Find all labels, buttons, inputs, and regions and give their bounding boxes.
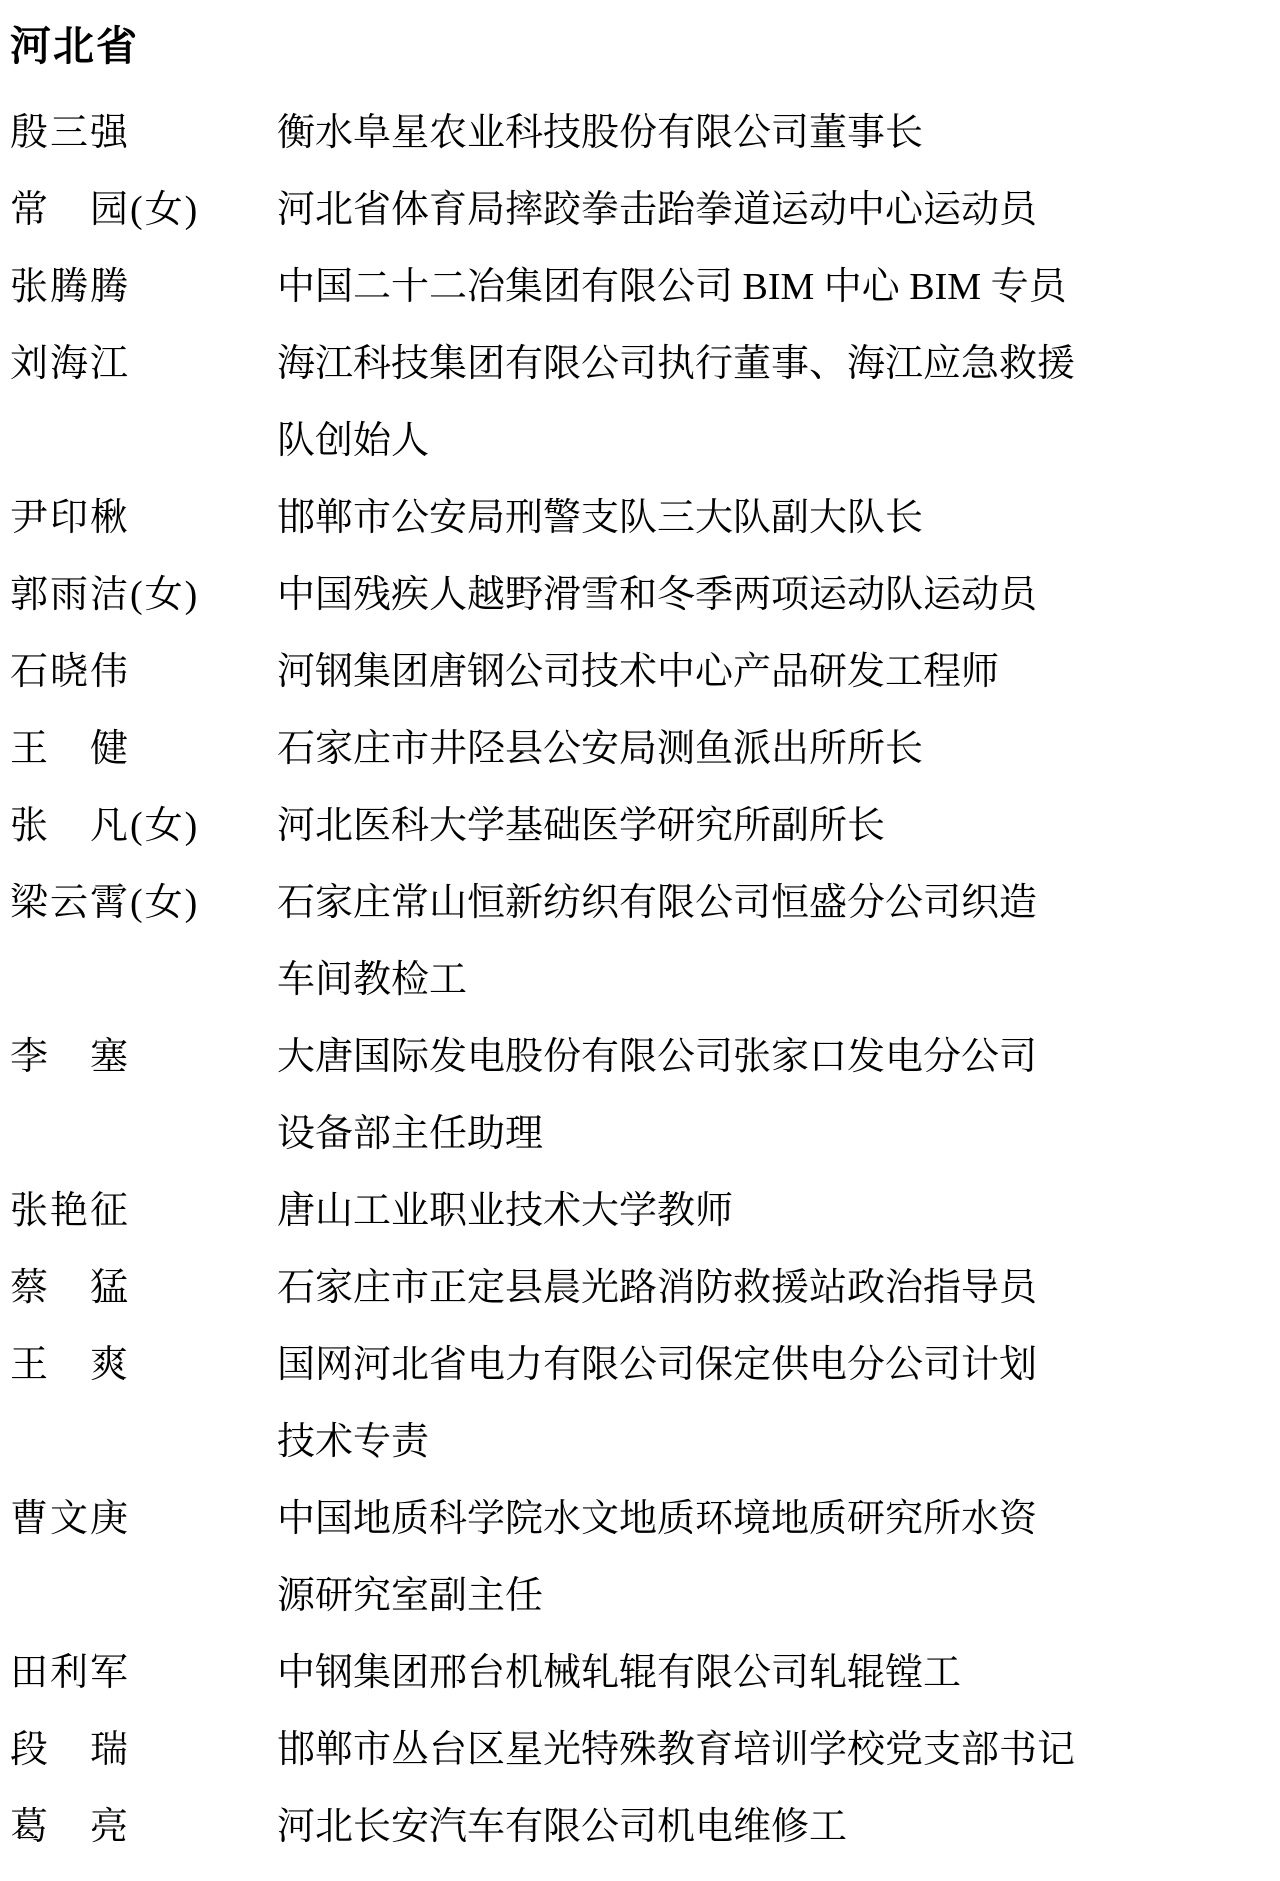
honoree-title-line: 车间教检工 <box>277 959 468 1001</box>
list-item <box>0 1789 1280 1866</box>
honoree-title-line: 石家庄市井陉县公安局测鱼派出所所长 <box>277 728 924 770</box>
list-item <box>0 865 1280 1019</box>
honoree-name: 曹文庚 <box>10 1498 131 1540</box>
honoree-title-line: 邯郸市丛台区星光特殊教育培训学校党支部书记 <box>277 1729 1076 1771</box>
honoree-title-line: 中钢集团邢台机械轧辊有限公司轧辊镗工 <box>277 1652 962 1694</box>
honoree-title-line: 中国地质科学院水文地质环境地质研究所水资 <box>277 1498 1038 1540</box>
honoree-title-line: 中国二十二冶集团有限公司 BIM 中心 BIM 专员 <box>277 266 1067 308</box>
honoree-name: 张 凡(女) <box>10 805 200 847</box>
honoree-title <box>277 326 1270 480</box>
honoree-title-line: 衡水阜星农业科技股份有限公司董事长 <box>277 112 924 154</box>
honoree-title <box>277 1635 1270 1712</box>
honoree-name: 田利军 <box>10 1652 131 1694</box>
honoree-title-line: 石家庄市正定县晨光路消防救援站政治指导员 <box>277 1267 1038 1309</box>
honoree-name: 葛 亮 <box>10 1806 131 1848</box>
honoree-title <box>277 1019 1270 1173</box>
honoree-title-line: 国网河北省电力有限公司保定供电分公司计划 <box>277 1344 1038 1386</box>
honoree-title-line: 石家庄常山恒新纺织有限公司恒盛分公司织造 <box>277 882 1038 924</box>
honoree-title <box>277 1789 1270 1866</box>
list-item <box>0 172 1280 249</box>
honoree-name: 郭雨洁(女) <box>10 574 200 616</box>
list-item <box>0 557 1280 634</box>
honoree-title-line: 河北省体育局摔跤拳击跆拳道运动中心运动员 <box>277 189 1038 231</box>
list-item <box>0 634 1280 711</box>
honoree-name: 王 健 <box>10 728 131 770</box>
honoree-title-line: 中国残疾人越野滑雪和冬季两项运动队运动员 <box>277 574 1038 616</box>
honoree-title <box>277 788 1270 865</box>
list-item <box>0 788 1280 865</box>
list-item <box>0 1481 1280 1635</box>
honoree-title-line: 源研究室副主任 <box>277 1575 544 1617</box>
honoree-title <box>277 480 1270 557</box>
list-item <box>0 1173 1280 1250</box>
list-item <box>0 95 1280 172</box>
honoree-name: 李 塞 <box>10 1036 131 1078</box>
honoree-title <box>277 1712 1270 1789</box>
honoree-title <box>277 1481 1270 1635</box>
honoree-title-line: 邯郸市公安局刑警支队三大队副大队长 <box>277 497 924 539</box>
list-item <box>0 1635 1280 1712</box>
honoree-title-line: 队创始人 <box>277 420 430 462</box>
honoree-name: 刘海江 <box>10 343 131 385</box>
honoree-title-line: 技术专责 <box>277 1421 430 1463</box>
honoree-title-line: 海江科技集团有限公司执行董事、海江应急救援 <box>277 343 1076 385</box>
honoree-title <box>277 711 1270 788</box>
honoree-title <box>277 1173 1270 1250</box>
honoree-name: 张艳征 <box>10 1190 131 1232</box>
list-item <box>0 249 1280 326</box>
honoree-name: 尹印楸 <box>10 497 131 539</box>
honoree-title-line: 河北长安汽车有限公司机电维修工 <box>277 1806 848 1848</box>
province-heading: 河北省 <box>10 23 139 69</box>
honoree-title-line: 设备部主任助理 <box>277 1113 544 1155</box>
honoree-name: 常 园(女) <box>10 189 200 231</box>
honoree-title <box>277 1250 1270 1327</box>
honoree-title <box>277 634 1270 711</box>
list-item <box>0 1327 1280 1481</box>
list-item <box>0 711 1280 788</box>
list-item <box>0 326 1280 480</box>
honoree-name: 梁云霄(女) <box>10 882 200 924</box>
honoree-name: 蔡 猛 <box>10 1267 131 1309</box>
honoree-title-line: 河北医科大学基础医学研究所副所长 <box>277 805 886 847</box>
list-item <box>0 1019 1280 1173</box>
honoree-title-line: 大唐国际发电股份有限公司张家口发电分公司 <box>277 1036 1038 1078</box>
honoree-title-line: 河钢集团唐钢公司技术中心产品研发工程师 <box>277 651 1000 693</box>
honoree-title <box>277 95 1270 172</box>
honoree-name: 殷三强 <box>10 112 131 154</box>
list-item <box>0 1712 1280 1789</box>
honoree-title <box>277 249 1270 326</box>
honoree-name: 石晓伟 <box>10 651 131 693</box>
list-item <box>0 1250 1280 1327</box>
honoree-name: 张腾腾 <box>10 266 131 308</box>
honoree-title <box>277 1327 1270 1481</box>
honoree-title <box>277 865 1270 1019</box>
honoree-list <box>0 95 1280 1866</box>
honoree-title <box>277 172 1270 249</box>
honoree-title <box>277 557 1270 634</box>
honoree-title-line: 唐山工业职业技术大学教师 <box>277 1190 734 1232</box>
honoree-name: 王 爽 <box>10 1344 131 1386</box>
list-item <box>0 480 1280 557</box>
honoree-name: 段 瑞 <box>10 1729 131 1771</box>
